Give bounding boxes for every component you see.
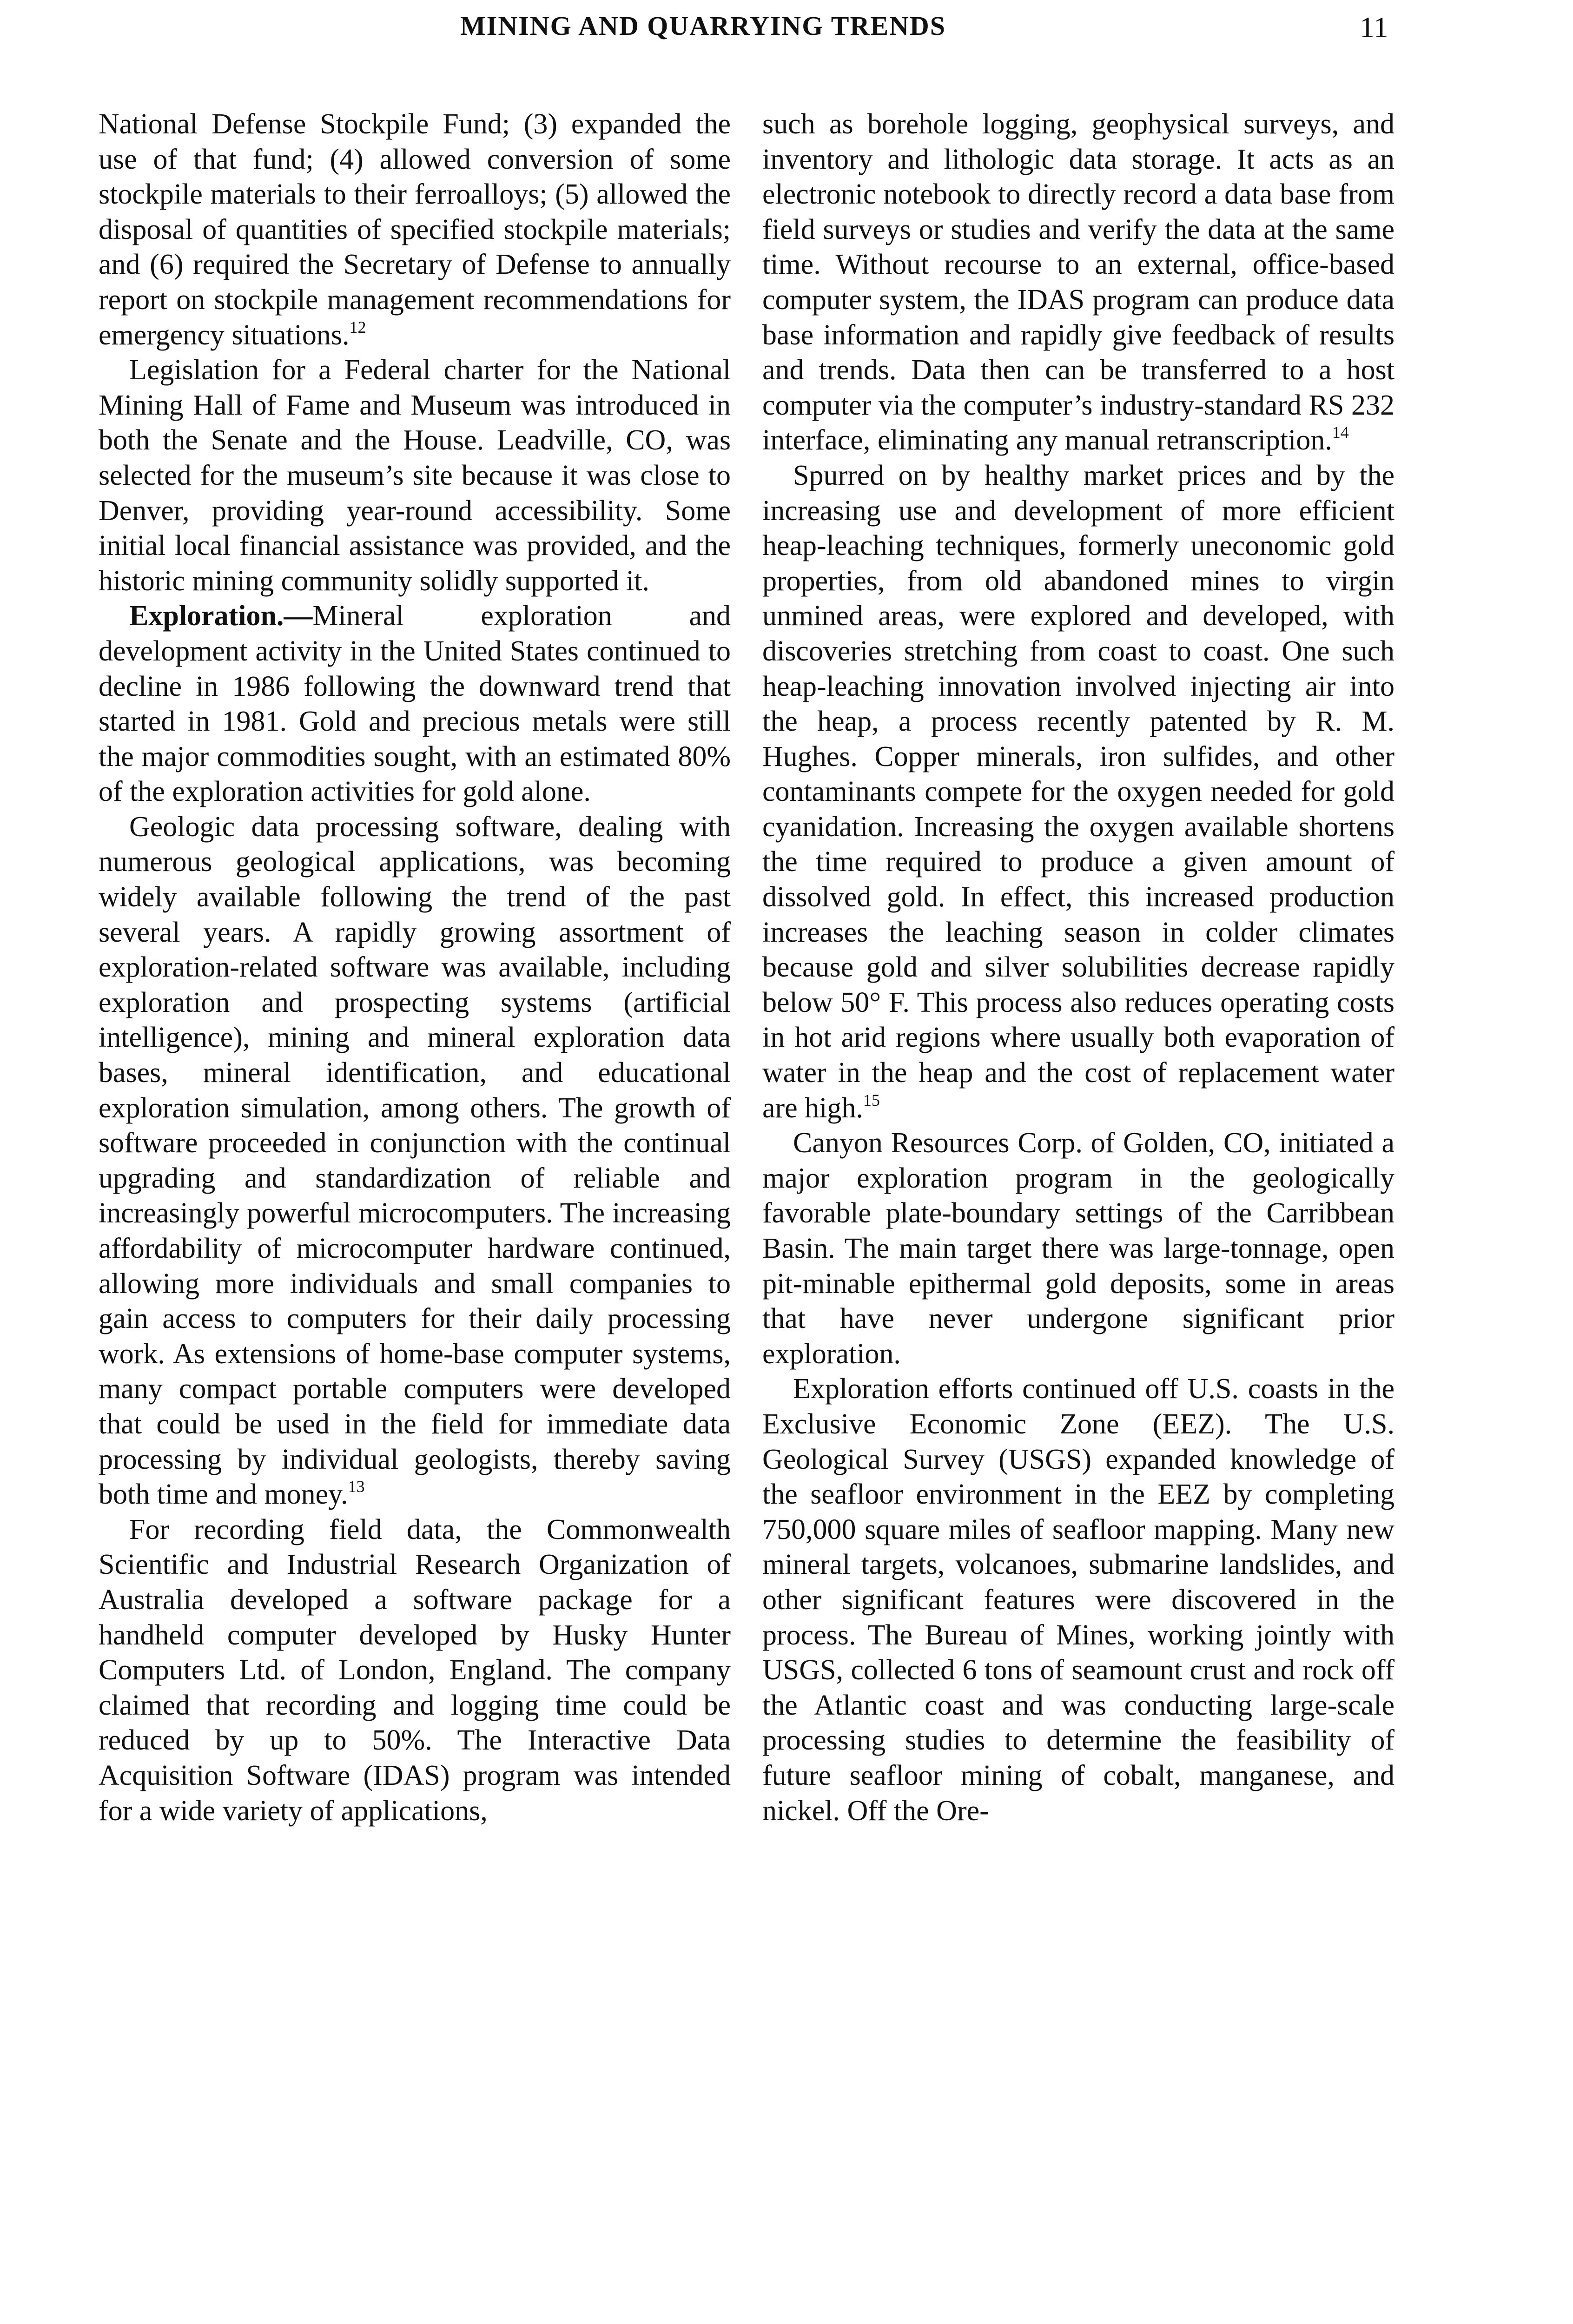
paragraph-text: National Defense Stockpile Fund; (3) expanded the use of that fund; (4) allowed conversion of some stockpile materials to their ferroalloys; (5) allowed the disposal of quantities of specified stockpile materials; and (6) required the Secretary of Defense to annually report on stockpile management recommendations for emergency situations. (99, 108, 731, 351)
paragraph-canyon-resources (762, 1126, 1395, 1372)
paragraph-heap-leaching (762, 458, 1395, 1126)
right-column (762, 107, 1395, 1829)
footnote-ref: 15 (863, 1090, 880, 1109)
footnote-ref: 12 (349, 317, 366, 337)
paragraph-exploration (99, 599, 731, 810)
left-column (99, 107, 731, 1829)
paragraph-field-data (99, 1512, 731, 1829)
footnote-ref: 14 (1332, 423, 1349, 442)
section-heading-exploration: Exploration.— (129, 600, 313, 632)
paragraph-geologic-software (99, 810, 731, 1512)
paragraph-eez-exploration (762, 1372, 1395, 1829)
paragraph-text: Exploration efforts continued off U.S. coasts in the Exclusive Economic Zone (EEZ). The U.S. Geological Survey (USGS) expanded knowledge of the seafloor environment in the EEZ by completing 750,000 square miles of seafloor mapping. Many new mineral targets, volcanoes, submarine landslides, and other significant features were discovered in the process. The Bureau of Mines, working jointly with USGS, collected 6 tons of seamount crust and rock off the Atlantic coast and was conducting large-scale processing studies to determine the feasibility of future seafloor mining of cobalt, manganese, and nickel. Off the Ore- (762, 1373, 1395, 1827)
running-title: MINING AND QUARRYING TRENDS (460, 11, 946, 41)
paragraph-text: such as borehole logging, geophysical surveys, and inventory and lithologic data storage. It acts as an electronic notebook to directly record a data base from field surveys or studies and verify the data at the same time. Without recourse to an external, office-based computer system, the IDAS program can produce data base information and rapidly give feedback of results and trends. Data then can be transferred to a host computer via the computer’s industry-standard RS 232 interface, eliminating any manual retranscription. (762, 108, 1395, 456)
paragraph-text: For recording field data, the Commonwealth Scientific and Industrial Research Organization of Australia developed a software package for a handheld computer developed by Husky Hunter Computers Ltd. of London, England. The company claimed that recording and logging time could be reduced by up to 50%. The Interactive Data Acquisition Software (IDAS) program was intended for a wide variety of applications, (99, 1513, 731, 1827)
paragraph-stockpile-continued (99, 107, 731, 353)
paragraph-mining-hall-of-fame (99, 353, 731, 599)
paragraph-text: Geologic data processing software, dealing with numerous geological applications, was becoming widely available following the trend of the past several years. A rapidly growing assortment of exploration-related software was available, including exploration and prospecting systems (artificial intelligence), mining and mineral exploration data bases, mineral identification, and educational exploration simulation, among others. The growth of software proceeded in conjunction with the continual upgrading and standardization of reliable and increasingly powerful microcomputers. The increasing affordability of microcomputer hardware continued, allowing more individuals and small companies to gain access to computers for their daily processing work. As extensions of home-base computer systems, many compact portable computers were developed that could be used in the field for immediate data processing by individual geologists, thereby saving both time and money. (99, 811, 731, 1511)
paragraph-text: Canyon Resources Corp. of Golden, CO, initiated a major exploration program in the geologically favorable plate-boundary settings of the Carribbean Basin. The main target there was large-tonnage, open pit-minable epithermal gold deposits, some in areas that have never undergone significant prior exploration. (762, 1127, 1395, 1370)
page-header (0, 10, 1573, 52)
footnote-ref: 13 (348, 1477, 365, 1496)
paragraph-text: Mineral exploration and development activity in the United States continued to decline in 1986 following the downward trend that started in 1981. Gold and precious metals were still the major commodities sought, with an estimated 80% of the exploration activities for gold alone. (99, 600, 731, 808)
page-number: 11 (1360, 11, 1388, 44)
paragraph-text: Legislation for a Federal charter for the National Mining Hall of Fame and Museum was introduced in both the Senate and the House. Leadville, CO, was selected for the museum’s site because it was close to Denver, providing year-round accessibility. Some initial local financial assistance was provided, and the historic mining community solidly supported it. (99, 354, 731, 597)
paragraph-idas-continued (762, 107, 1395, 458)
paragraph-text: Spurred on by healthy market prices and by the increasing use and development of more efficient heap-leaching techniques, formerly uneconomic gold properties, from old abandoned mines to virgin unmined areas, were explored and developed, with discoveries stretching from coast to coast. One such heap-leaching innovation involved injecting air into the heap, a process recently patented by R. M. Hughes. Copper minerals, iron sulfides, and other contaminants compete for the oxygen needed for gold cyanidation. Increasing the oxygen available shortens the time required to produce a given amount of dissolved gold. In effect, this increased production increases the leaching season in colder climates because gold and silver solubilities decrease rapidly below 50° F. This process also reduces operating costs in hot arid regions where usually both evaporation of water in the heap and the cost of replacement water are high. (762, 459, 1395, 1124)
